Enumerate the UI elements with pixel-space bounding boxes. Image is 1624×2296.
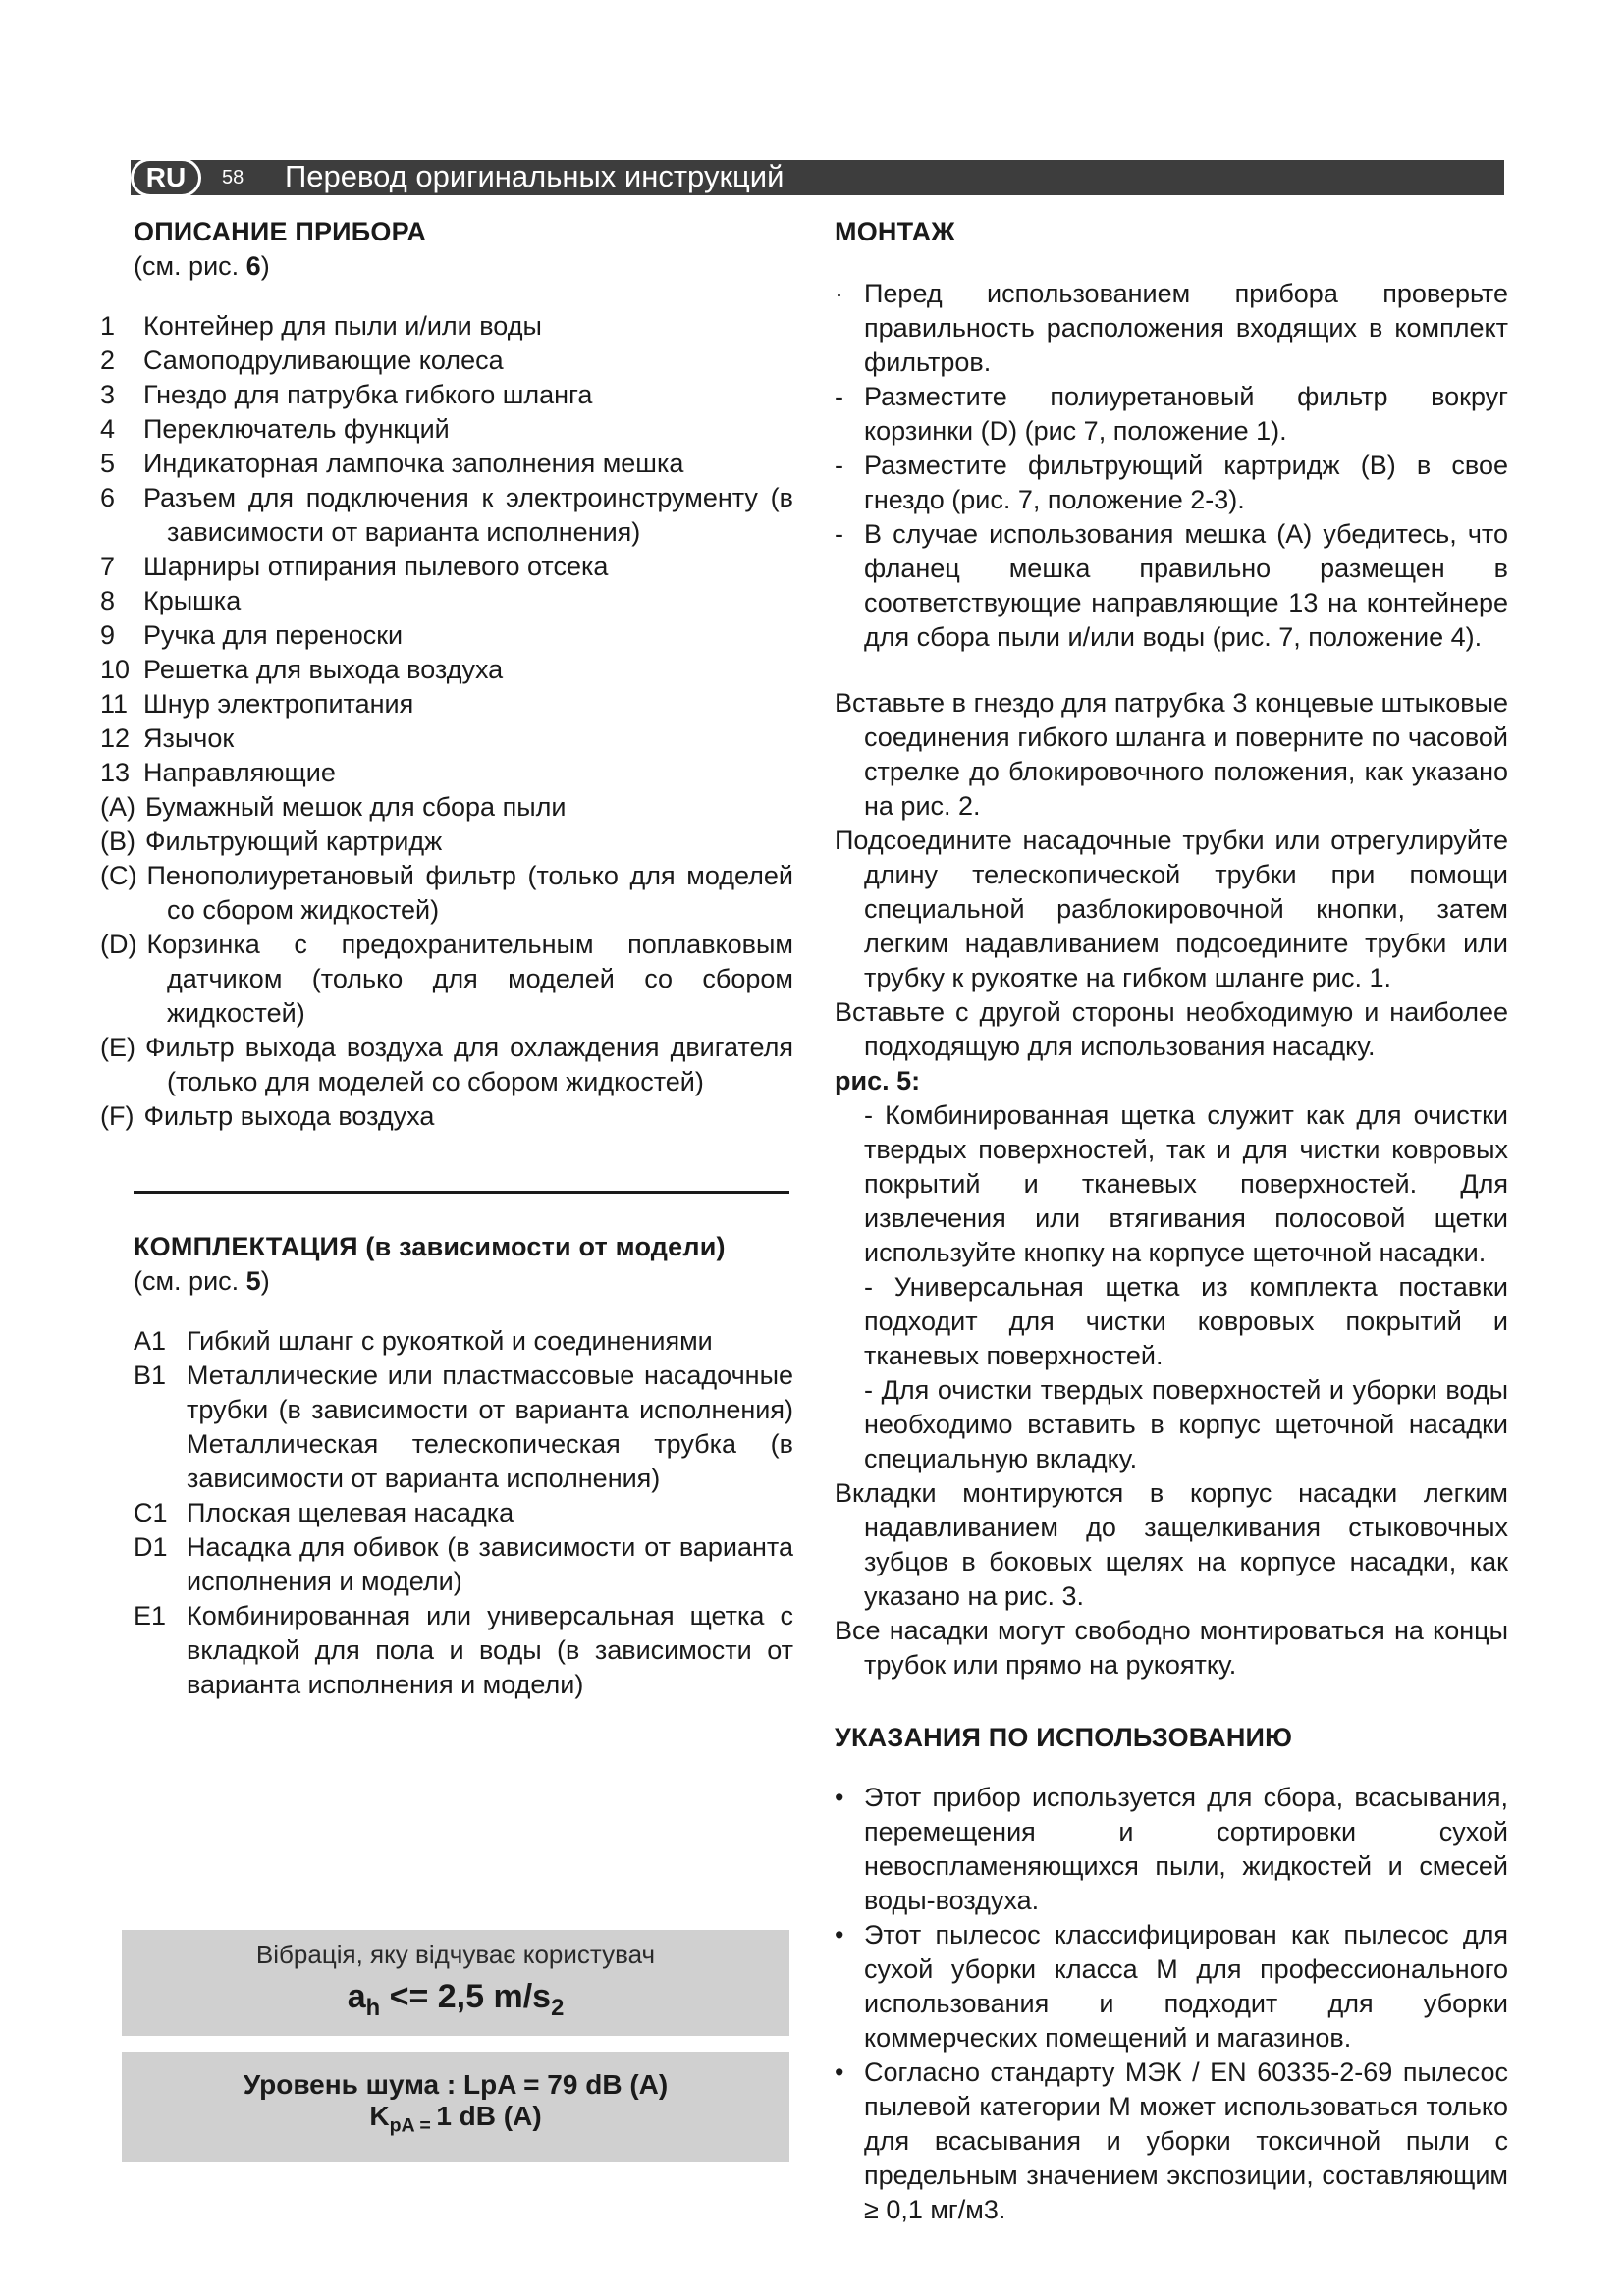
bullet-icon: •	[835, 1920, 844, 1949]
kit-item	[134, 1359, 793, 1496]
noise-level: Уровень шума : LpA = 79 dB (A)	[243, 2069, 669, 2100]
bullet-mark: -	[835, 519, 843, 549]
description-item: 9 Ручка для переноски	[100, 620, 404, 650]
item-text: Гнездо для патрубка гибкого шланга	[143, 380, 593, 409]
item-number: D1	[134, 1532, 168, 1562]
item-text: Насадка для обивок (в зависимости от варианта исполнения и модели)	[187, 1532, 793, 1596]
kit-item	[134, 1599, 793, 1702]
kit-heading: КОМПЛЕКТАЦИЯ (в зависимости от модели)	[134, 1232, 726, 1261]
fig5-item: - Для очистки твердых поверхностей и уборки воды необходимо вставить в корпус щеточной насадки специальную вкладку.	[864, 1375, 1508, 1473]
right-column	[835, 214, 1508, 2227]
item-text: Бумажный мешок для сбора пыли	[145, 792, 567, 822]
description-item	[100, 825, 793, 859]
bullet-mark: ·	[835, 279, 843, 308]
item-text: Плоская щелевая насадка	[187, 1498, 514, 1527]
item-number: A1	[134, 1326, 167, 1356]
description-item	[100, 859, 793, 928]
assembly-paragraphs	[835, 686, 1508, 1064]
item-number: E1	[134, 1601, 167, 1630]
description-item: 1 Контейнер для пыли и/или воды	[100, 311, 542, 341]
bullet-mark: -	[835, 451, 843, 480]
description-item: 8 Крышка	[100, 586, 242, 615]
left-column	[100, 214, 793, 1702]
description-item: 2 Самоподруливающие колеса	[100, 346, 504, 375]
description-item: 3 Гнездо для патрубка гибкого шланга	[100, 380, 593, 409]
usage-list	[835, 1781, 1508, 2227]
item-number: (C)	[100, 861, 137, 890]
assembly-item	[835, 449, 1508, 517]
assembly-paragraph: Вставьте в гнездо для патрубка 3 концевые штыковые соединения гибкого шланга и поверните по часовой стрелке до блокировочного положения, как указано на рис. 2.	[835, 688, 1508, 821]
item-number: (E)	[100, 1033, 135, 1062]
assembly-closing-paragraph: Вкладки монтируются в корпус насадки легким надавливанием до защелкивания стыковочных зубцов в боковых щелях на корпусе насадки, как указано на рис. 3.	[835, 1478, 1508, 1611]
item-text: Разместите полиуретановый фильтр вокруг корзинки (D) (рис 7, положение 1).	[864, 382, 1508, 446]
item-text: Комбинированная или универсальная щетка с вкладкой для пола и воды (в зависимости от варианта исполнения и модели)	[187, 1601, 793, 1699]
description-item	[100, 928, 793, 1031]
description-figure-ref: (см. рис. 6)	[134, 251, 270, 281]
description-item: 12 Язычок	[100, 723, 235, 753]
section-divider	[134, 1191, 789, 1194]
description-item: 4 Переключатель функций	[100, 414, 450, 444]
vibration-value: $a_h <= 2,5$ $m/s_2$	[347, 1978, 565, 2021]
assembly-heading: МОНТАЖ	[835, 217, 955, 246]
bullet-mark: -	[835, 382, 843, 411]
language-badge: RU	[131, 158, 201, 197]
item-text: Пенополиуретановый фильтр (только для моделей со сбором жидкостей)	[146, 861, 793, 925]
item-text: Язычок	[143, 723, 235, 753]
usage-item	[835, 2056, 1508, 2227]
item-text: Разместите фильтрующий картридж (B) в свое гнездо (рис. 7, положение 2-3).	[864, 451, 1508, 514]
kit-item	[134, 1496, 793, 1530]
description-item	[100, 1031, 793, 1099]
usage-heading: УКАЗАНИЯ ПО ИСПОЛЬЗОВАНИЮ	[835, 1723, 1293, 1752]
item-text: Крышка	[143, 586, 242, 615]
description-item: 13 Направляющие	[100, 758, 336, 787]
noise-box	[122, 2052, 789, 2162]
item-number: B1	[134, 1361, 167, 1390]
item-text: Этот пылесос классифицирован как пылесос для сухой уборки класса M для профессионального использования и подходит для уборки коммерческих помещений и магазинов.	[864, 1920, 1508, 2053]
item-text: Металлические или пластмассовые насадочные трубки (в зависимости от варианта исполнения) Металлическая телескопическая трубка (в зависимости от варианта исполнения)	[187, 1361, 793, 1493]
item-text: Направляющие	[143, 758, 336, 787]
item-text: Переключатель функций	[143, 414, 450, 444]
assembly-paragraph: Вставьте с другой стороны необходимую и наиболее подходящую для использования насадку.	[835, 997, 1508, 1061]
assembly-closing	[835, 1476, 1508, 1682]
assembly-list	[835, 277, 1508, 655]
description-item: 10 Решетка для выхода воздуха	[100, 655, 504, 684]
kit-list	[134, 1324, 793, 1702]
item-text: В случае использования мешка (A) убедитесь, что фланец мешка правильно размещен в соответствующие направляющие 13 на контейнере для сбора пыли и/или воды (рис. 7, положение 4).	[864, 519, 1508, 652]
fig5-label: рис. 5:	[835, 1066, 921, 1095]
item-text: Разъем для подключения к электроинструменту (в зависимости от варианта исполнения)	[143, 483, 793, 547]
item-text: Шарниры отпирания пылевого отсека	[143, 552, 609, 581]
fig5-list	[835, 1098, 1508, 1476]
item-text: Гибкий шланг с рукояткой и соединениями	[187, 1326, 713, 1356]
kit-item	[134, 1324, 793, 1359]
item-text: Фильтр выхода воздуха для охлаждения двигателя (только для моделей со сбором жидкостей)	[145, 1033, 793, 1096]
item-text: Контейнер для пыли и/или воды	[143, 311, 542, 341]
page-number: 58	[222, 167, 244, 188]
assembly-paragraph: Подсоедините насадочные трубки или отрегулируйте длину телескопической трубки при помощи специальной разблокировочной кнопки, затем легким надавливанием подсоедините трубки или трубку к рукоятке на гибком шланге рис. 1.	[835, 826, 1508, 992]
assembly-item	[835, 277, 1508, 380]
description-list	[100, 309, 793, 1134]
item-number: (D)	[100, 930, 137, 959]
item-text: Фильтрующий картридж	[145, 827, 443, 856]
item-text: Перед использованием прибора проверьте правильность расположения входящих в комплект фильтров.	[864, 279, 1508, 377]
header-title: Перевод оригинальных инструкций	[285, 159, 785, 193]
description-heading: ОПИСАНИЕ ПРИБОРА	[134, 217, 427, 246]
fig5-item: - Комбинированная щетка служит как для очистки твердых поверхностей, так и для чистки ковровых покрытий и тканевых поверхностей. Для извлечения или втягивания полосовой щетки используйте кнопку на корпусе щеточной насадки.	[864, 1100, 1508, 1267]
description-item: 7 Шарниры отпирания пылевого отсека	[100, 552, 609, 581]
item-number: C1	[134, 1498, 168, 1527]
item-text: Согласно стандарту МЭК / EN 60335-2-69 пылесос пылевой категории M может использоваться только для всасывания и уборки токсичной пыли с предельным значением экспозиции, составляющим ≥ 0,1 мг/м3.	[864, 2057, 1508, 2224]
item-text: Этот прибор используется для сбора, всасывания, перемещения и сортировки сухой невоспламеняющихся пыли, жидкостей и смесей воды-воздуха.	[864, 1783, 1508, 1915]
item-text: Фильтр выхода воздуха	[143, 1101, 435, 1131]
noise-uncertainty: $K_{pA =}$ 1 dB (A)	[369, 2101, 542, 2137]
item-text: Индикаторная лампочка заполнения мешка	[143, 449, 684, 478]
bullet-icon: •	[835, 1783, 844, 1812]
item-number: (B)	[100, 827, 135, 856]
fig5-item: - Универсальная щетка из комплекта поставки подходит для чистки ковровых покрытий и тканевых поверхностей.	[864, 1272, 1508, 1370]
assembly-item	[835, 517, 1508, 655]
assembly-closing-paragraph: Все насадки могут свободно монтироваться на концы трубок или прямо на рукоятку.	[835, 1616, 1508, 1680]
bullet-icon: •	[835, 2057, 844, 2087]
item-text: Самоподруливающие колеса	[143, 346, 504, 375]
usage-item	[835, 1918, 1508, 2056]
description-item: 6 Разъем для подключения к электроинструменту (в зависимости от варианта исполнения)	[100, 483, 793, 547]
kit-figure-ref: (см. рис. 5)	[134, 1266, 270, 1296]
description-item	[100, 1099, 793, 1134]
assembly-item	[835, 380, 1508, 449]
item-text: Корзинка с предохранительным поплавковым датчиком (только для моделей со сбором жидкостей)	[146, 930, 793, 1028]
vibration-label: Вібрація, яку відчуває користувач	[255, 1940, 656, 1969]
item-text: Решетка для выхода воздуха	[143, 655, 504, 684]
vibration-box	[122, 1930, 789, 2036]
kit-item	[134, 1530, 793, 1599]
description-item: 5 Индикаторная лампочка заполнения мешка	[100, 449, 684, 478]
item-text: Ручка для переноски	[143, 620, 404, 650]
description-item: 11 Шнур электропитания	[100, 689, 414, 719]
description-item	[100, 790, 793, 825]
item-text: Шнур электропитания	[143, 689, 414, 719]
item-number: (A)	[100, 792, 135, 822]
usage-item	[835, 1781, 1508, 1918]
